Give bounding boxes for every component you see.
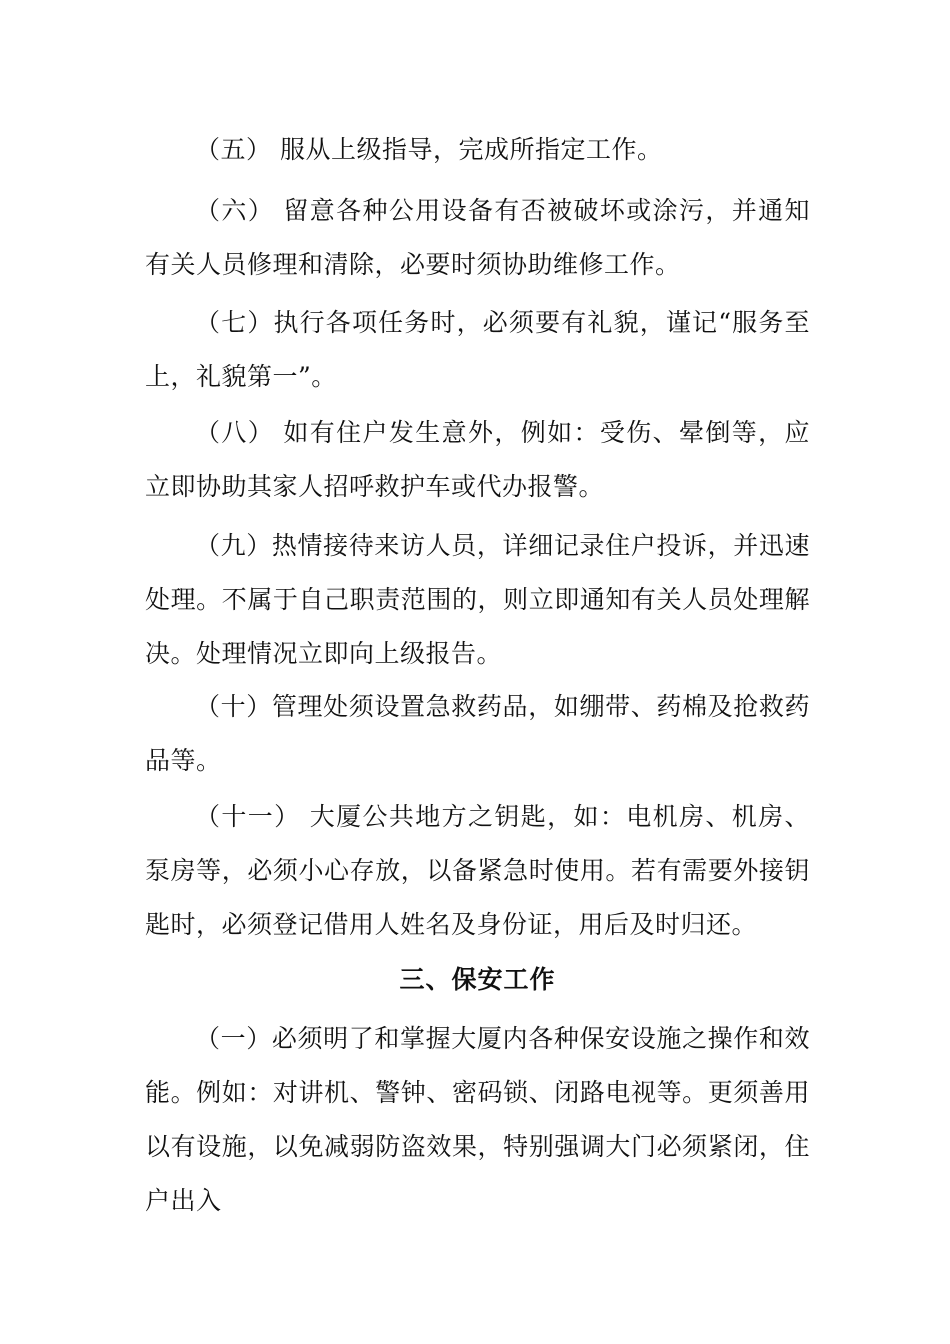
paragraph-6: （六） 留意各种公用设备有否被破坏或涂污，并通知有关人员修理和清除，必要时须协助维修工作。 <box>145 196 810 279</box>
paragraph-9: （九）热情接待来访人员，详细记录住户投诉，并迅速处理。不属于自己职责范围的，则立即通知有关人员处理解决。处理情况立即向上级报告。 <box>145 531 810 668</box>
paragraph-10: （十）管理处须设置急救药品，如绷带、药棉及抢救药品等。 <box>145 692 810 775</box>
paragraph-8: （八） 如有住户发生意外，例如：受伤、晕倒等，应立即协助其家人招呼救护车或代办报警。 <box>145 418 810 501</box>
paragraph-11: （十一） 大厦公共地方之钥匙，如：电机房、机房、泵房等，必须小心存放，以备紧急时使用。若有需要外接钥匙时，必须登记借用人姓名及身份证，用后及时归还。 <box>145 802 810 939</box>
paragraph-5: （五） 服从上级指导，完成所指定工作。 <box>195 135 663 164</box>
section-paragraph-1: （一）必须明了和掌握大厦内各种保安设施之操作和效能。例如：对讲机、警钟、密码锁、闭路电视等。更须善用以有设施，以免减弱防盗效果，特别强调大门必须紧闭，住户出入 <box>145 1024 810 1215</box>
paragraph-7: （七）执行各项任务时，必须要有礼貌，谨记“服务至上，礼貌第一”。 <box>145 308 810 391</box>
section-heading: 三、保安工作 <box>399 965 556 994</box>
